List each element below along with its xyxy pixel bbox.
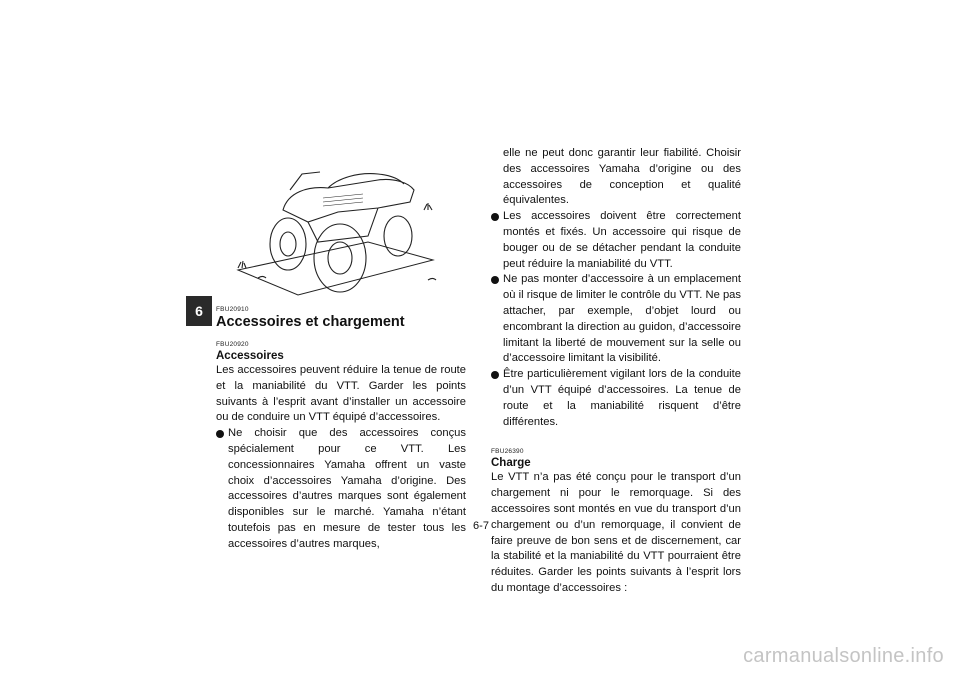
page-number: 6-7 xyxy=(473,520,489,532)
intro-paragraph: Les accessoires peuvent réduire la tenue de route et la maniabilité du VTT. Garder les points suivants à l’esprit avant d’installer un accessoire ou de conduire un VTT équipé d’accessoires. xyxy=(216,364,466,424)
chapter-tab: 6 xyxy=(186,296,212,326)
subsection-title: Charge xyxy=(491,457,531,470)
bullet-icon xyxy=(216,430,224,438)
subsection-code: FBU20920 xyxy=(216,341,249,348)
subsection-title: Accessoires xyxy=(216,350,284,362)
list-item-text: Les accessoires doivent être correctement montés et fixés. Un accessoire qui risque de bouger ou de se détacher pendant la conduite peut réduire la maniabilité du VTT. xyxy=(503,210,741,270)
list-item-continued xyxy=(491,146,741,209)
left-column xyxy=(216,306,466,553)
list-item xyxy=(216,426,466,552)
list-item xyxy=(491,367,741,430)
list-item-text: Ne choisir que des accessoires conçus spécialement pour ce VTT. Les concessionnaires Yamaha offrent un vaste choix d’accessoires Yamaha d’origine. Des accessoires d’autres marques sont également disponibles sur le marché. Yamaha n’étant toutefois pas en mesure de tester tous les accessoires d’autres marques, xyxy=(228,427,466,550)
list-item xyxy=(491,272,741,367)
list-item-text: elle ne peut donc garantir leur fiabilité. Choisir des accessoires Yamaha d’origine ou des accessoires de conception et qualité équivalentes. xyxy=(503,147,741,207)
bullet-icon xyxy=(491,371,499,379)
section-title: Accessoires et chargement xyxy=(216,314,405,330)
list-item-text: Ne pas monter d’accessoire à un emplacement où il risque de limiter le contrôle du VTT. Ne pas attacher, par exemple, d’objet lourd ou encombrant la direction au guidon, d’accessoire limitant la liberté de mouvement sur la selle ou d’accessoire limitant la visibilité. xyxy=(503,273,741,365)
watermark: carmanualsonline.info xyxy=(743,645,944,667)
right-column xyxy=(491,146,741,597)
bullet-icon xyxy=(491,276,499,284)
bullet-icon xyxy=(491,213,499,221)
bullet-list xyxy=(491,146,741,430)
subsection-code: FBU26390 xyxy=(491,448,524,456)
bullet-list xyxy=(216,426,466,552)
list-item xyxy=(491,209,741,272)
atv-illustration xyxy=(228,150,448,300)
body-paragraph: Le VTT n’a pas été conçu pour le transport d’un chargement ni pour le remorquage. Si des accessoires sont montés en vue du transport d’un chargement ou d’un remorquage, il convient de faire preuve de bon sens et de discernement, car la stabilité et la maniabilité du VTT pourraient être réduites. Garder les points suivants à l’esprit lors du montage d’accessoires : xyxy=(491,471,741,594)
section-code: FBU20910 xyxy=(216,306,249,313)
list-item-text: Être particulièrement vigilant lors de la conduite d’un VTT équipé d’accessoires. La tenue de route et la maniabilité risquent d’être différentes. xyxy=(503,368,741,428)
